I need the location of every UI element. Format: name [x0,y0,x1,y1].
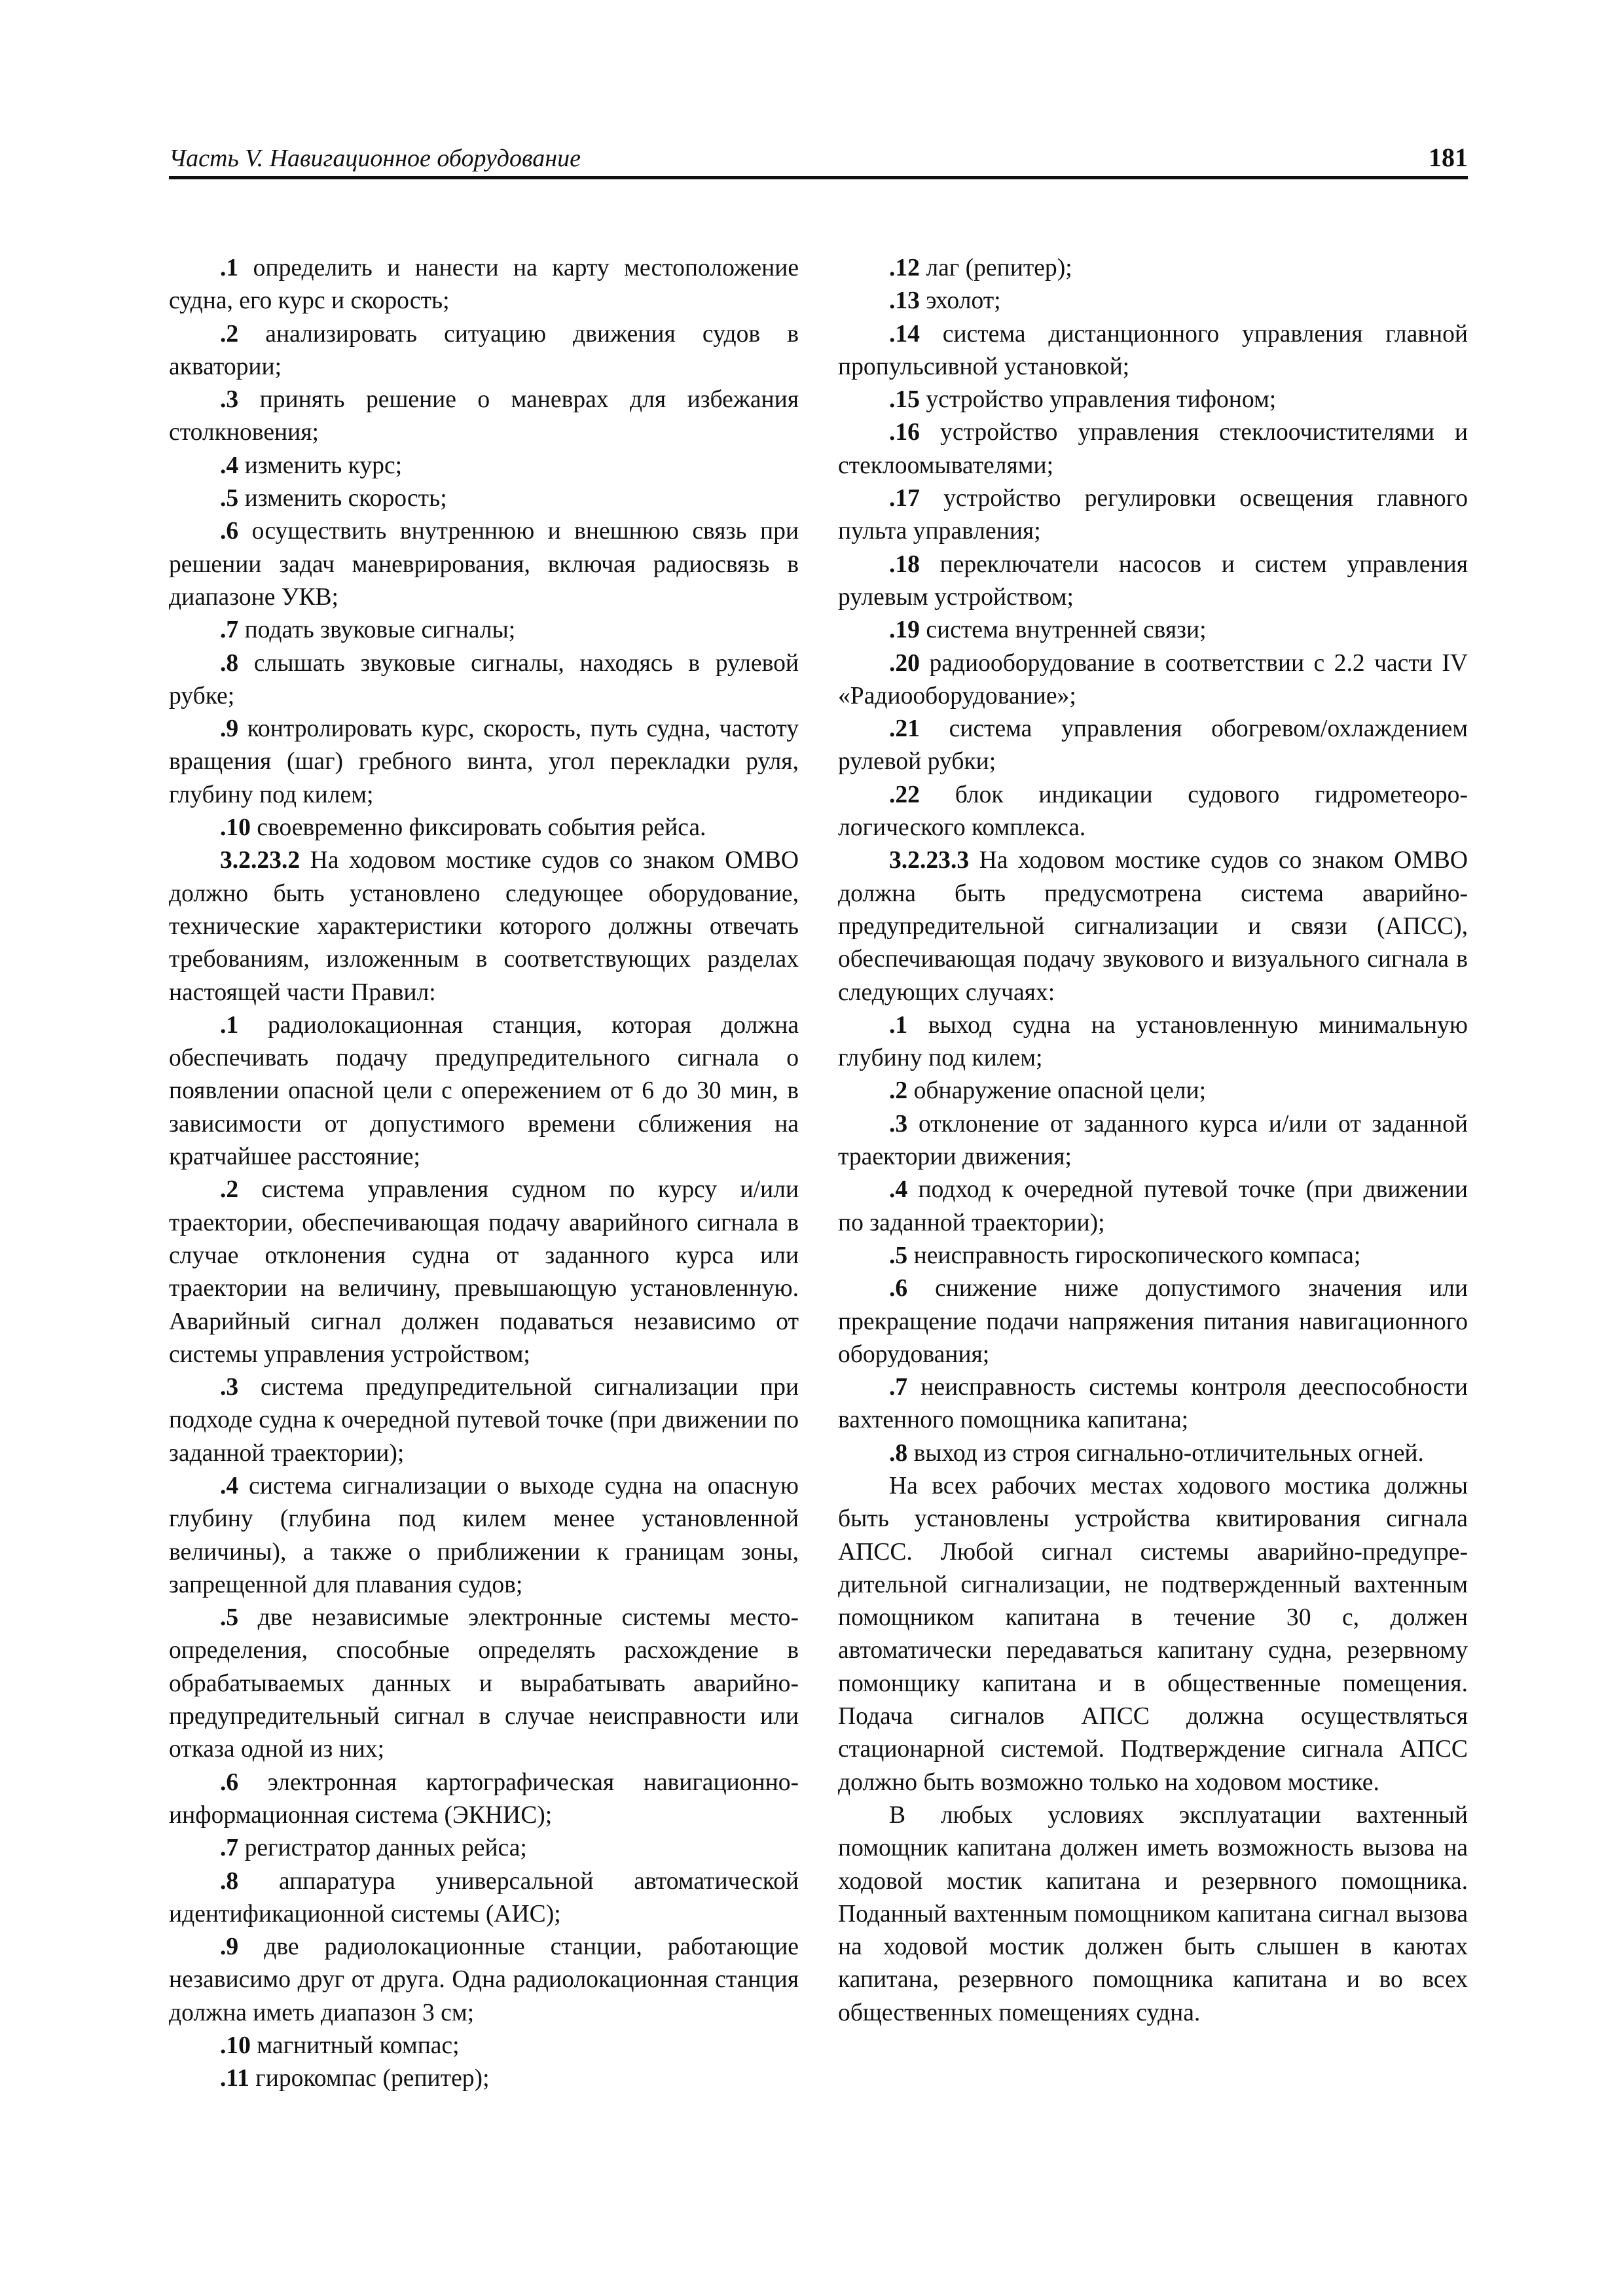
item-number: .13 [889,287,920,315]
item-text: обнаружение опасной цели; [907,1077,1207,1105]
item-text: определить и нанести на карту местоположение судна, его курс и скорость; [169,255,799,315]
paragraph [838,1174,1468,1240]
paragraph [169,2062,799,2095]
item-number: .10 [220,2032,251,2060]
item-text: система сигнализации о выходе судна на опасную глубину (глубина под килем менее установленной величины), а также о приближении к границам зоны, запрещенной для плавания судов; [169,1472,799,1598]
paragraph [169,1865,799,1931]
item-text: выход из строя сигнально-отличительных огней. [907,1439,1424,1467]
item-text: электронная картографическая навигационно-информационная система (ЭКНИС); [169,1768,799,1829]
item-number: .18 [889,550,920,578]
item-text: подход к очередной путевой точке (при движении по заданной траектории); [838,1176,1468,1236]
item-number: .12 [889,255,920,281]
paragraph [838,1371,1468,1437]
paragraph [838,1075,1468,1107]
item-number: 3.2.23.2 [220,847,301,874]
paragraph [169,1009,799,1174]
paragraph [838,548,1468,615]
item-text: радиолокационная станция, которая должна обеспечивать подачу предупредительного сигнала о появлении опасной цели с опережением от 6 до 30 мин, в зависимости от допустимого времени сближения на кратчайшее расстояние; [169,1011,799,1171]
item-number: .6 [889,1275,908,1302]
item-number: .7 [220,617,239,644]
item-text: На всех рабочих местах ходового мостика должны быть установлены устройства квитирования сигнала АПСС. Любой сигнал системы аварийно-предупредительной сигнализации, не подтвержденный вахтенным помощником капитана в течение 30 с, должен автоматически передаваться капитану судна, резервному помонщику капитана и в общественные помещения. Подача сигналов АПСС должна осуществляться стационарной системой. Подтверждение сигнала АПСС должно быть возможно только на ходовом мостике. [838,1472,1468,1796]
item-number: .4 [220,452,239,479]
paragraph [838,713,1468,779]
paragraph [838,647,1468,713]
item-number: .1 [889,1011,908,1039]
item-text: блок индикации судового гидрометеорологического комплекса. [838,781,1468,842]
paragraph [838,1437,1468,1470]
item-text: подать звуковые сигналы; [238,617,516,644]
item-text: неисправность гироскопического компаса; [907,1242,1361,1269]
item-text: изменить курс; [238,452,403,479]
item-number: .17 [889,485,920,512]
item-text: переключатели насосов и систем управления рулевым устройством; [838,550,1468,611]
item-number: .9 [220,715,239,743]
item-text: своевременно фиксировать события рейса. [250,814,706,842]
item-number: .4 [220,1472,239,1499]
item-text: система внутренней связи; [919,617,1207,644]
item-text: система дистанционного управления главной пропульсивной установкой; [838,320,1468,380]
paragraph [169,482,799,515]
paragraph [169,2030,799,2062]
paragraph [169,713,799,812]
item-number: .5 [220,485,239,512]
item-text: На ходовом мостике судов со знаком ОМВО должно быть установлено следующее оборудование, технические характеристики которого должны отвечать требованиям, изложенным в соответствующих разделах настоящей части Правил: [169,847,799,1006]
item-text: магнитный компас; [250,2032,460,2060]
paragraph [838,1009,1468,1075]
item-number: 3.2.23.3 [889,847,970,874]
item-text: регистратор данных рейса; [238,1835,527,1862]
item-text: система управления обогревом/охлаждением рулевой рубки; [838,715,1468,776]
item-number: .2 [220,1176,239,1204]
item-number: .11 [220,2065,249,2092]
paragraph [838,614,1468,647]
paragraph [838,1108,1468,1174]
paragraph [838,482,1468,548]
item-text: радиооборудование в соответствии с 2.2 части IV «Радиооборудование»; [838,649,1468,709]
paragraph [169,614,799,647]
item-number: .3 [220,386,239,414]
paragraph [838,1799,1468,2030]
item-text: система предупредительной сигнализации при подходе судна к очередной путевой точке (при движении по заданной траектории); [169,1374,799,1467]
item-number: .22 [889,781,920,808]
item-text: слышать звуковые сигналы, находясь в рулевой рубке; [169,649,799,709]
paragraph [838,1470,1468,1799]
item-number: .16 [889,419,920,446]
page-number: 181 [1429,143,1468,172]
left-column [169,252,799,2096]
item-number: .19 [889,617,920,644]
item-number: .3 [889,1110,908,1138]
item-text: осуществить внутреннюю и внешнюю связь при решении задач маневрирования, включая радиосвязь в диапазоне УКВ; [169,518,799,611]
item-text: гирокомпас (репитер); [249,2065,490,2092]
paragraph [838,318,1468,384]
paragraph [169,1767,799,1833]
item-number: .6 [220,1768,239,1796]
paragraph [169,1931,799,2030]
item-text: принять решение о маневрах для избежания столкновения; [169,386,799,446]
item-number: .9 [220,1933,239,1961]
paragraph [169,844,799,1009]
item-text: лаг (репитер); [919,255,1072,281]
paragraph [169,318,799,384]
paragraph [838,252,1468,285]
item-text: устройство управления стеклоочистителями и стеклоомывателями; [838,419,1468,479]
paragraph [838,779,1468,845]
right-column [838,252,1468,2030]
item-number: .15 [889,386,920,414]
item-text: две радиолокационные станции, работающие независимо друг от друга. Одна радиолокационная станция должна иметь диапазон 3 см; [169,1933,799,2026]
paragraph [169,647,799,713]
paragraph [169,252,799,318]
header-rule [169,176,1468,179]
running-header [169,137,1468,179]
item-text: снижение ниже допустимого значения или прекращение подачи напряжения питания навигационного оборудования; [838,1275,1468,1368]
item-text: устройство управления тифоном; [919,386,1277,414]
item-text: неисправность системы контроля дееспособности вахтенного помощника капитана; [838,1374,1468,1434]
item-text: контролировать курс, скорость, путь судна, частоту вращения (шаг) гребного винта, угол перекладки руля, глубину под килем; [169,715,799,808]
item-text: анализировать ситуацию движения судов в акватории; [169,320,799,380]
paragraph [838,1240,1468,1272]
item-number: .3 [220,1374,239,1401]
item-number: .8 [220,649,239,677]
paragraph [169,450,799,482]
item-number: .4 [889,1176,908,1204]
paragraph [169,1602,799,1766]
item-number: .5 [220,1604,239,1632]
item-text: аппаратура универсальной автоматической идентификационной системы (АИС); [169,1867,799,1928]
item-number: .14 [889,320,920,348]
paragraph [838,285,1468,317]
item-text: На ходовом мостике судов со знаком ОМВО должна быть предусмотрена система аварийно-предупредительной сигнализации и связи (АПСС), обеспечивающая подачу звукового и визуального сигнала в следующих случаях: [838,847,1468,1006]
paragraph [838,1272,1468,1371]
item-text: изменить скорость; [238,485,447,512]
item-number: .1 [220,1011,239,1039]
paragraph [838,384,1468,416]
item-number: .1 [220,255,239,281]
item-text: В любых условиях эксплуатации вахтенный помощник капитана должен иметь возможность вызова на ходовой мостик капитана и резервного помощника. Поданный вахтенным помощником капитана сигнал вызова на ходовой мостик должен быть слышен в каютах капитана, резервного помощника капитана и во всех общественных помещениях судна. [838,1801,1468,2026]
item-text: отклонение от заданного курса и/или от заданной траектории движения; [838,1110,1468,1171]
item-text: две независимые электронные системы местоопределения, способные определять расхождение в обрабатываемых данных и вырабатывать аварийно-предупредительный сигнал в случае неисправности или отказа одной из них; [169,1604,799,1763]
paragraph [169,1470,799,1602]
item-number: .21 [889,715,920,743]
item-text: выход судна на установленную минимальную глубину под килем; [838,1011,1468,1072]
header-title: Часть V. Навигационное оборудование [169,145,581,172]
item-number: .8 [889,1439,908,1467]
paragraph [838,416,1468,482]
paragraph [169,384,799,450]
item-number: .5 [889,1242,908,1269]
paragraph [838,844,1468,1009]
paragraph [169,1371,799,1470]
item-number: .7 [889,1374,908,1401]
paragraph [169,812,799,844]
item-number: .2 [220,320,239,348]
item-number: .7 [220,1835,239,1862]
item-text: система управления судном по курсу и/или траектории, обеспечивающая подачу аварийного сигнала в случае отклонения судна от заданного курса или траектории на величину, превышающую установленную. Аварийный сигнал должен подаваться независимо от системы управления устройством; [169,1176,799,1368]
paragraph [169,1174,799,1371]
item-number: .6 [220,518,239,545]
item-number: .8 [220,1867,239,1895]
item-text: эхолот; [919,287,1001,315]
item-number: .2 [889,1077,908,1105]
item-number: .10 [220,814,251,842]
paragraph [169,515,799,614]
item-number: .20 [889,649,920,677]
paragraph [169,1832,799,1865]
item-text: устройство регулировки освещения главного пульта управления; [838,485,1468,545]
